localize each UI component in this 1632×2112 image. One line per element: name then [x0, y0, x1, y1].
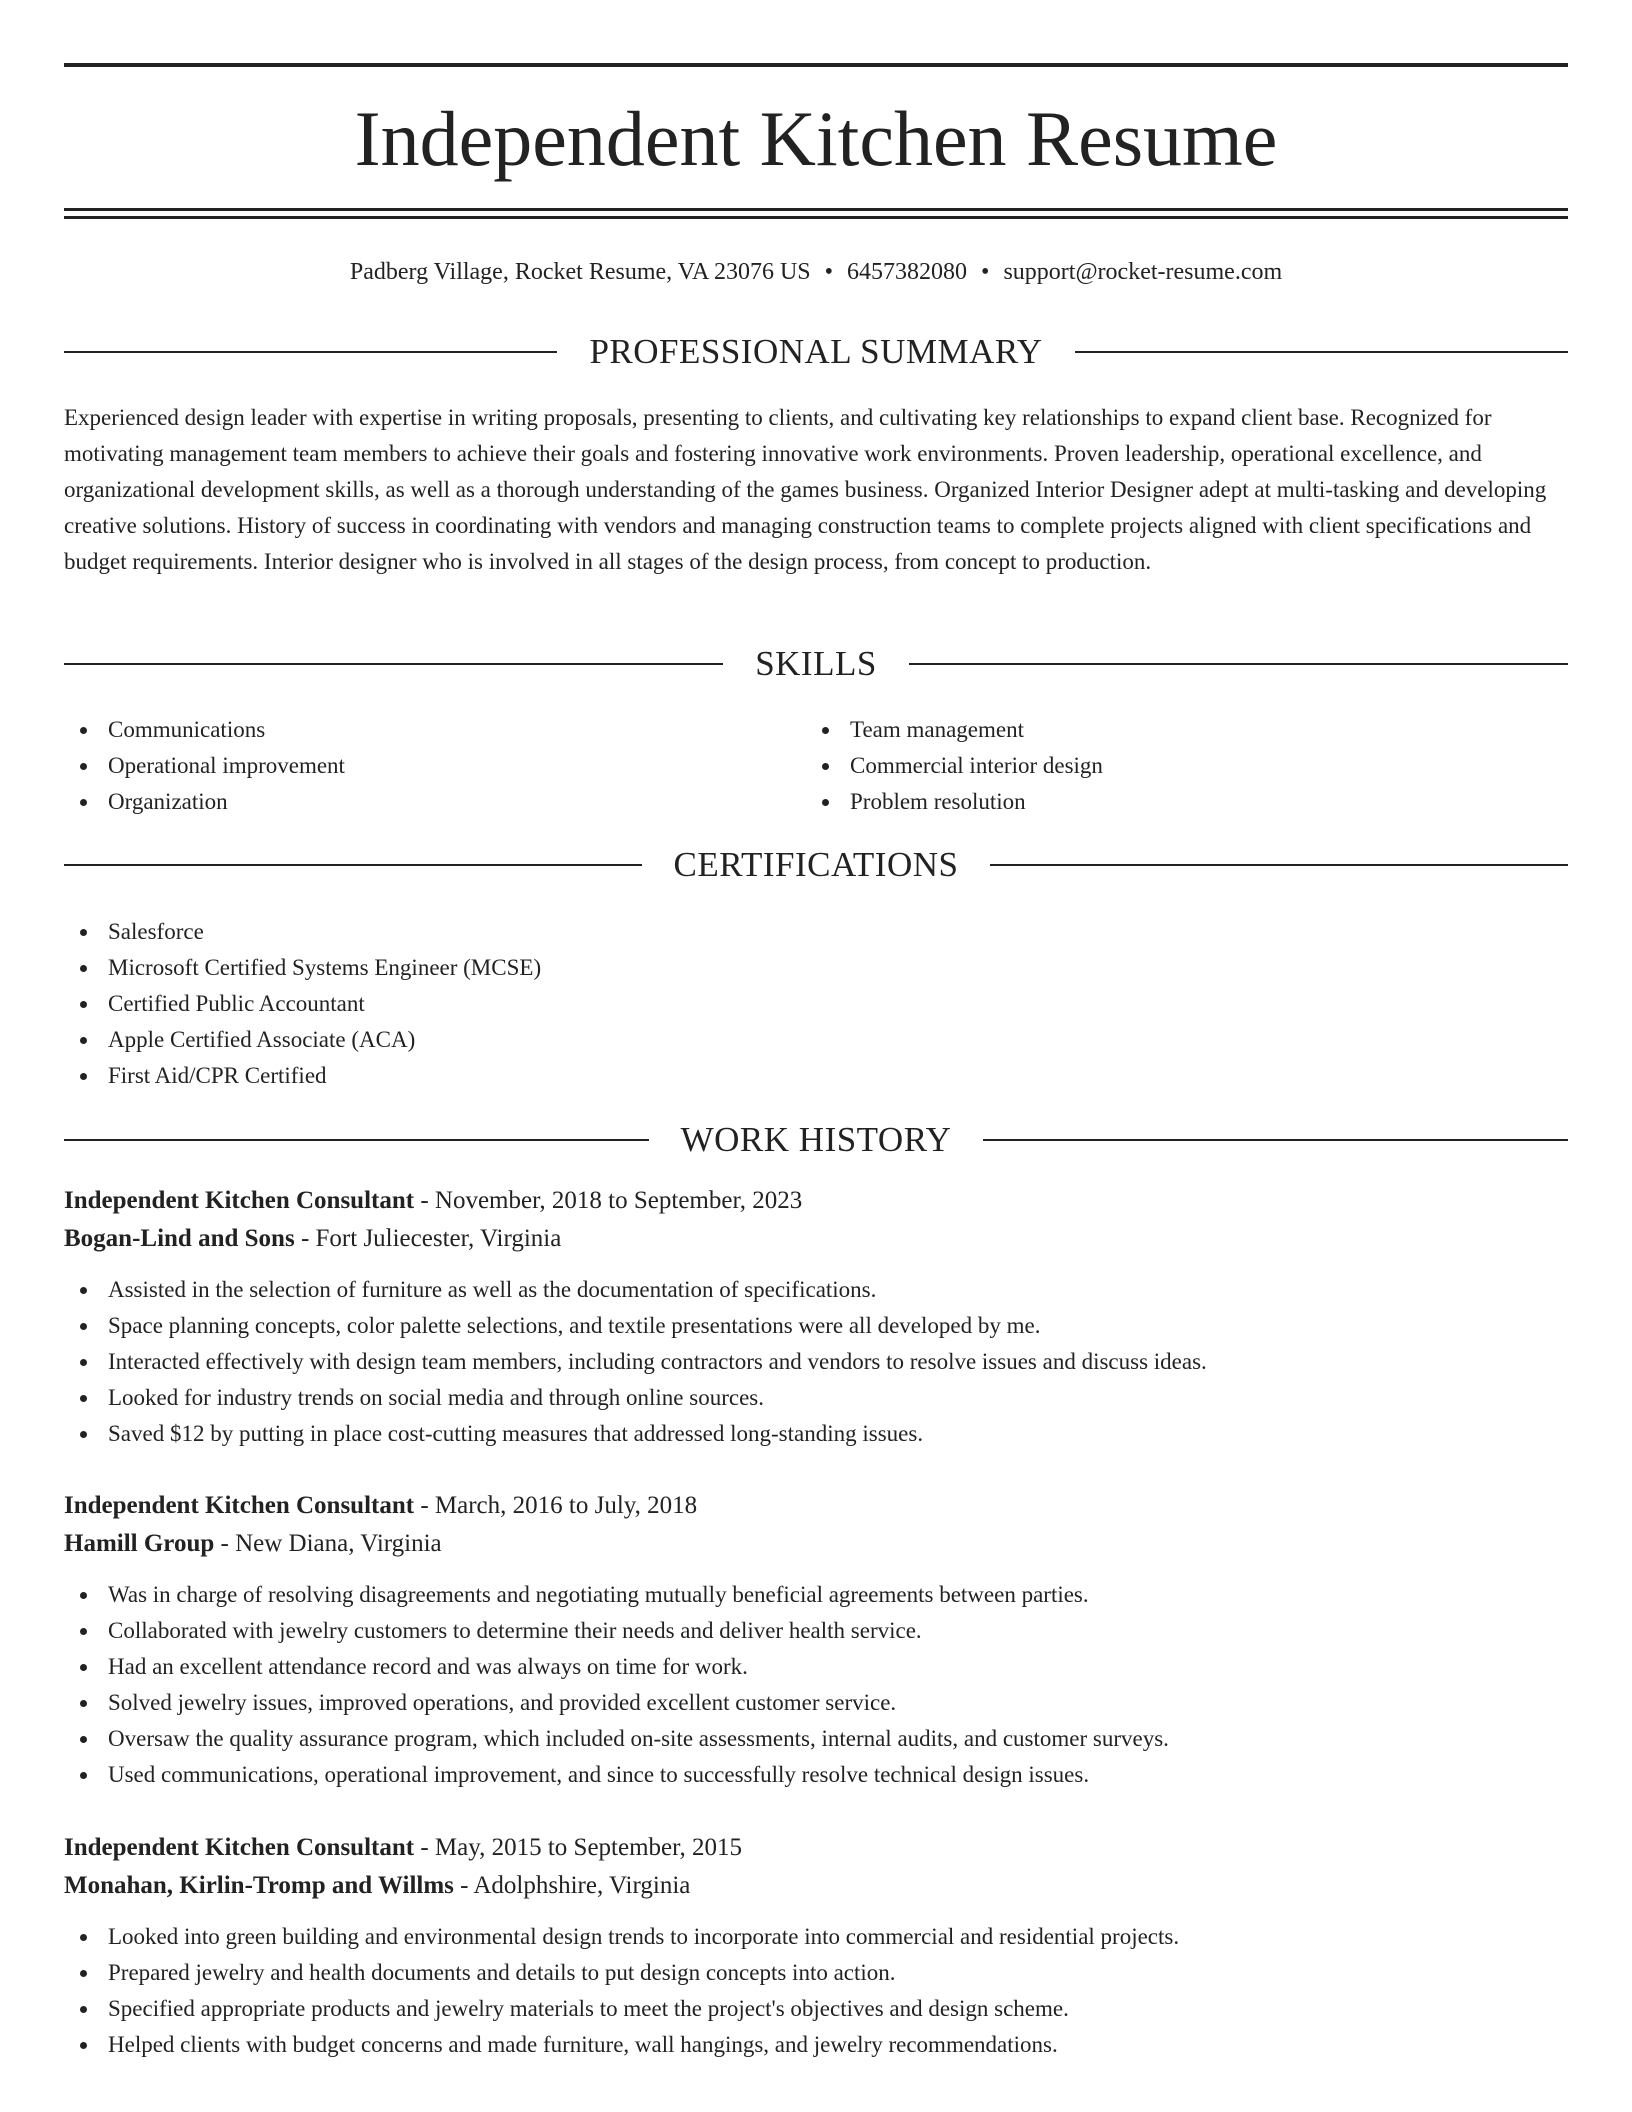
contact-address: Padberg Village, Rocket Resume, VA 23076 US: [349, 259, 811, 285]
job-location: Adolphshire, Virginia: [473, 1872, 691, 1899]
section-header-skills: [64, 642, 1568, 686]
job-bullets: [64, 1577, 1568, 1793]
job-dates: November, 2018 to September, 2023: [434, 1187, 803, 1214]
section-rule: [909, 663, 1568, 665]
skill-item: Team management: [806, 712, 1548, 748]
skills-column-left: [64, 712, 806, 820]
contact-separator: •: [981, 259, 990, 285]
job-entry: [64, 1829, 1568, 2063]
resume-title: Independent Kitchen Resume: [354, 95, 1278, 182]
job-bullets: [64, 1919, 1568, 2063]
job-title-line: [64, 1182, 1568, 1220]
section-header-certifications: [64, 843, 1568, 887]
skills-column-right: [806, 712, 1548, 820]
job-location: Fort Juliecester, Virginia: [315, 1225, 562, 1252]
job-separator: -: [414, 1187, 435, 1214]
skills-list: [64, 712, 1568, 820]
certification-item: Salesforce: [64, 914, 1568, 950]
section-header-summary: [64, 330, 1568, 374]
certification-item: Microsoft Certified Systems Engineer (MCSE): [64, 950, 1568, 986]
section-rule: [64, 1139, 649, 1141]
skill-item: Operational improvement: [64, 748, 806, 784]
certification-item: First Aid/CPR Certified: [64, 1058, 1568, 1094]
job-bullet: Saved $12 by putting in place cost-cutting measures that addressed long-standing issues.: [64, 1416, 1568, 1452]
job-company-line: [64, 1525, 1568, 1563]
job-company: Hamill Group: [64, 1530, 215, 1557]
job-separator: -: [414, 1834, 435, 1861]
job-bullet: Prepared jewelry and health documents and details to put design concepts into action.: [64, 1955, 1568, 1991]
job-location: New Diana, Virginia: [235, 1530, 442, 1557]
job-separator: -: [214, 1530, 236, 1557]
section-rule: [1075, 351, 1568, 353]
job-bullet: Assisted in the selection of furniture as well as the documentation of specifications.: [64, 1272, 1568, 1308]
job-title-line: [64, 1829, 1568, 1867]
job-separator: -: [414, 1492, 435, 1519]
section-title: PROFESSIONAL SUMMARY: [589, 332, 1043, 371]
section-title: SKILLS: [755, 644, 877, 683]
certification-item: Certified Public Accountant: [64, 986, 1568, 1022]
contact-separator: •: [824, 259, 834, 285]
job-bullet: Was in charge of resolving disagreements and negotiating mutually beneficial agreements between parties.: [64, 1577, 1568, 1613]
skill-item: Commercial interior design: [806, 748, 1548, 784]
job-bullet: Space planning concepts, color palette selections, and textile presentations were all developed by me.: [64, 1308, 1568, 1344]
section-title: WORK HISTORY: [680, 1120, 952, 1159]
job-bullet: Solved jewelry issues, improved operations, and provided excellent customer service.: [64, 1685, 1568, 1721]
job-company-line: [64, 1867, 1568, 1905]
section-rule: [64, 663, 723, 665]
job-separator: -: [453, 1872, 474, 1899]
section-rule: [64, 351, 557, 353]
job-bullet: Collaborated with jewelry customers to determine their needs and deliver health service.: [64, 1613, 1568, 1649]
job-bullet: Looked for industry trends on social media and through online sources.: [64, 1380, 1568, 1416]
top-rule: [64, 63, 1568, 67]
job-bullet: Used communications, operational improvement, and since to successfully resolve technical design issues.: [64, 1757, 1568, 1793]
section-header-work-history: [64, 1118, 1568, 1162]
job-bullet: Looked into green building and environmental design trends to incorporate into commercial and residential projects.: [64, 1919, 1568, 1955]
job-company: Bogan-Lind and Sons: [64, 1225, 295, 1252]
section-rule: [983, 1139, 1568, 1141]
job-dates: May, 2015 to September, 2015: [434, 1834, 742, 1861]
job-bullet: Specified appropriate products and jewelry materials to meet the project's objectives and design scheme.: [64, 1991, 1568, 2027]
section-rule: [64, 864, 642, 866]
contact-phone: 6457382080: [847, 259, 968, 285]
job-company: Monahan, Kirlin-Tromp and Willms: [64, 1872, 454, 1899]
job-title-line: [64, 1487, 1568, 1525]
skill-item: Organization: [64, 784, 806, 820]
job-dates: March, 2016 to July, 2018: [434, 1492, 698, 1519]
job-company-line: [64, 1220, 1568, 1258]
job-title: Independent Kitchen Consultant: [64, 1492, 415, 1519]
skill-item: Communications: [64, 712, 806, 748]
certifications-list: [64, 914, 1568, 1094]
job-bullet: Interacted effectively with design team members, including contractors and vendors to resolve issues and discuss ideas.: [64, 1344, 1568, 1380]
certification-item: Apple Certified Associate (ACA): [64, 1022, 1568, 1058]
section-rule: [990, 864, 1568, 866]
section-title: CERTIFICATIONS: [673, 845, 959, 884]
job-bullet: Helped clients with budget concerns and made furniture, wall hangings, and jewelry recommendations.: [64, 2027, 1568, 2063]
job-title: Independent Kitchen Consultant: [64, 1834, 415, 1861]
skill-item: Problem resolution: [806, 784, 1548, 820]
summary-paragraph: Experienced design leader with expertise in writing proposals, presenting to clients, and cultivating key relationships to expand client base. Recognized for motivating management team members to achieve their goals and fostering innovative work environments. Proven leadership, operational excellence, and organizational development skills, as well as a thorough understanding of the games business. Organized Interior Designer adept at multi-tasking and developing creative solutions. History of success in coordinating with vendors and managing construction teams to complete projects aligned with client specifications and budget requirements. Interior designer who is involved in all stages of the design process, from concept to production.: [64, 405, 1547, 574]
job-entry: [64, 1487, 1568, 1793]
job-title: Independent Kitchen Consultant: [64, 1187, 415, 1214]
job-bullet: Oversaw the quality assurance program, which included on-site assessments, internal audits, and customer surveys.: [64, 1721, 1568, 1757]
job-bullet: Had an excellent attendance record and was always on time for work.: [64, 1649, 1568, 1685]
job-separator: -: [294, 1225, 316, 1252]
contact-line: [64, 254, 1568, 290]
title-double-rule: [64, 208, 1568, 219]
contact-email: support@rocket-resume.com: [1003, 259, 1283, 285]
job-bullets: [64, 1272, 1568, 1452]
job-entry: [64, 1182, 1568, 1452]
